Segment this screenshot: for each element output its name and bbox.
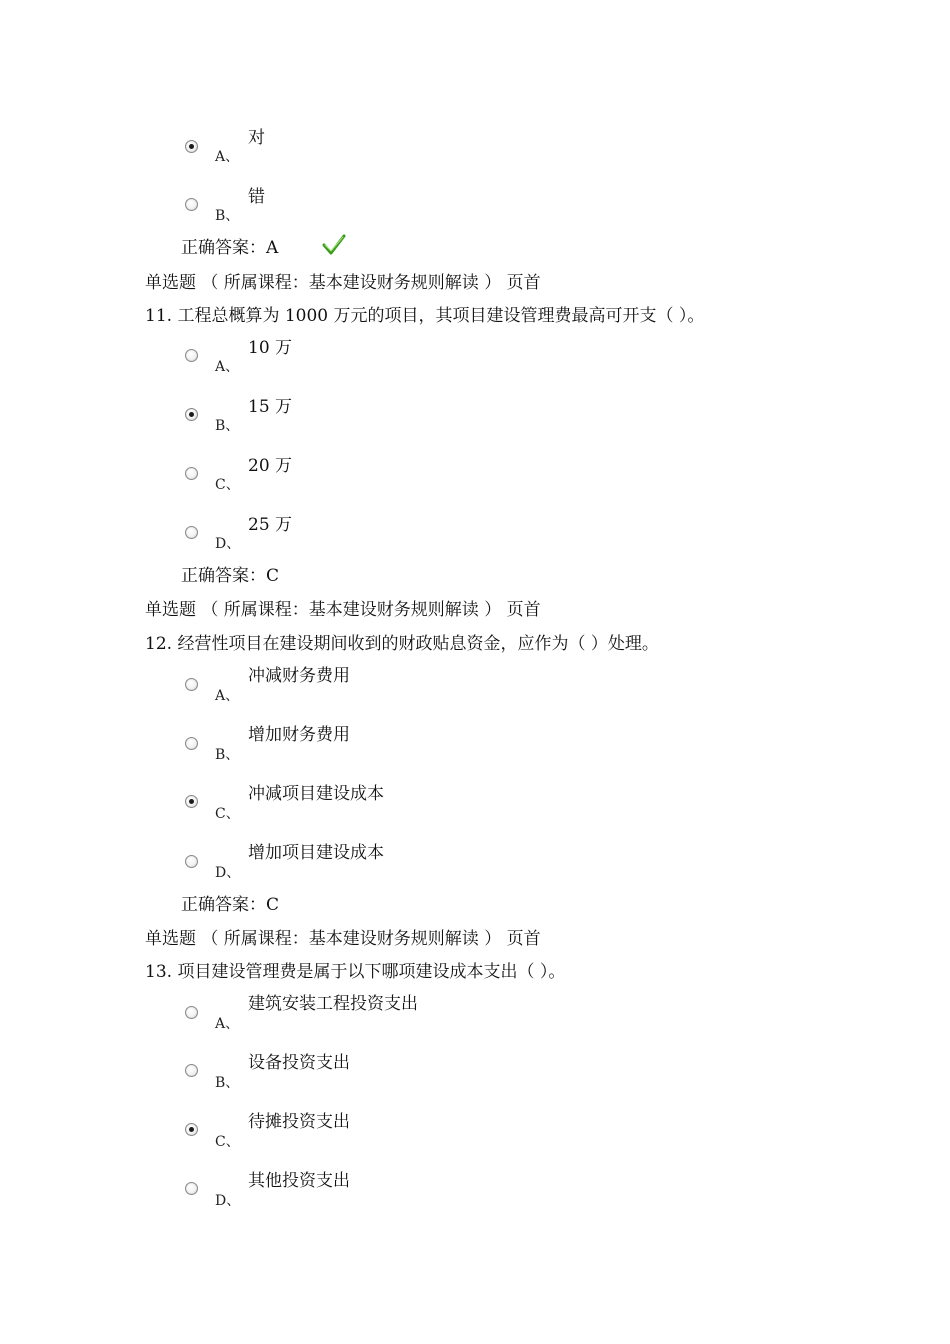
q11-correct-answer: 正确答案：C: [181, 566, 280, 586]
q12-option-b-text: 增加财务费用: [248, 725, 350, 745]
q12-option-c-text: 冲减项目建设成本: [248, 784, 384, 804]
q12-radio-b[interactable]: [185, 737, 198, 750]
q13-option-c-text: 待摊投资支出: [248, 1112, 350, 1132]
q11-radio-b[interactable]: [185, 408, 198, 421]
q10-radio-b[interactable]: [185, 198, 198, 211]
q10-option-b-text: 错: [248, 187, 265, 207]
q12-option-a-letter: A、: [215, 688, 240, 704]
q12-radio-c[interactable]: [185, 795, 198, 808]
q11-option-a-text: 10 万: [248, 338, 293, 358]
q13-option-a-letter: A、: [215, 1016, 240, 1032]
q13-header: 单选题 （ 所属课程：基本建设财务规则解读 ） 页首: [145, 929, 541, 949]
q12-option-c-letter: C、: [215, 806, 240, 822]
q13-option-a-text: 建筑安装工程投资支出: [248, 994, 418, 1014]
q11-option-b-text: 15 万: [248, 397, 293, 417]
q11-option-d-letter: D、: [215, 536, 241, 552]
q11-option-b-letter: B、: [215, 418, 240, 434]
q13-stem: 13. 项目建设管理费是属于以下哪项建设成本支出（ ）。: [145, 962, 566, 982]
q12-stem: 12. 经营性项目在建设期间收到的财政贴息资金，应作为（ ）处理。: [145, 634, 659, 654]
q11-option-d-text: 25 万: [248, 515, 293, 535]
q11-radio-c[interactable]: [185, 467, 198, 480]
q13-radio-b[interactable]: [185, 1064, 198, 1077]
q13-option-b-text: 设备投资支出: [248, 1053, 350, 1073]
q12-option-a-text: 冲减财务费用: [248, 666, 350, 686]
q10-option-a-letter: A、: [215, 149, 240, 165]
check-icon: [322, 234, 346, 256]
q13-option-d-letter: D、: [215, 1193, 241, 1209]
q11-header: 单选题 （ 所属课程：基本建设财务规则解读 ） 页首: [145, 273, 541, 293]
q10-option-b-letter: B、: [215, 208, 240, 224]
q13-option-b-letter: B、: [215, 1075, 240, 1091]
q11-option-c-text: 20 万: [248, 456, 293, 476]
q12-radio-a[interactable]: [185, 678, 198, 691]
q13-option-c-letter: C、: [215, 1134, 240, 1150]
q13-radio-c[interactable]: [185, 1123, 198, 1136]
q11-radio-a[interactable]: [185, 349, 198, 362]
q10-correct-answer: 正确答案：A: [181, 238, 279, 258]
q10-radio-a[interactable]: [185, 140, 198, 153]
q13-option-d-text: 其他投资支出: [248, 1171, 350, 1191]
q10-option-a-text: 对: [248, 128, 265, 148]
q11-option-c-letter: C、: [215, 477, 240, 493]
q13-radio-d[interactable]: [185, 1182, 198, 1195]
q12-radio-d[interactable]: [185, 855, 198, 868]
q11-option-a-letter: A、: [215, 359, 240, 375]
q12-option-b-letter: B、: [215, 747, 240, 763]
q12-header: 单选题 （ 所属课程：基本建设财务规则解读 ） 页首: [145, 600, 541, 620]
q11-radio-d[interactable]: [185, 526, 198, 539]
q13-radio-a[interactable]: [185, 1006, 198, 1019]
q12-option-d-letter: D、: [215, 865, 241, 881]
q12-correct-answer: 正确答案：C: [181, 895, 280, 915]
q11-stem: 11. 工程总概算为 1000 万元的项目，其项目建设管理费最高可开支（ ）。: [145, 306, 705, 326]
q12-option-d-text: 增加项目建设成本: [248, 843, 384, 863]
